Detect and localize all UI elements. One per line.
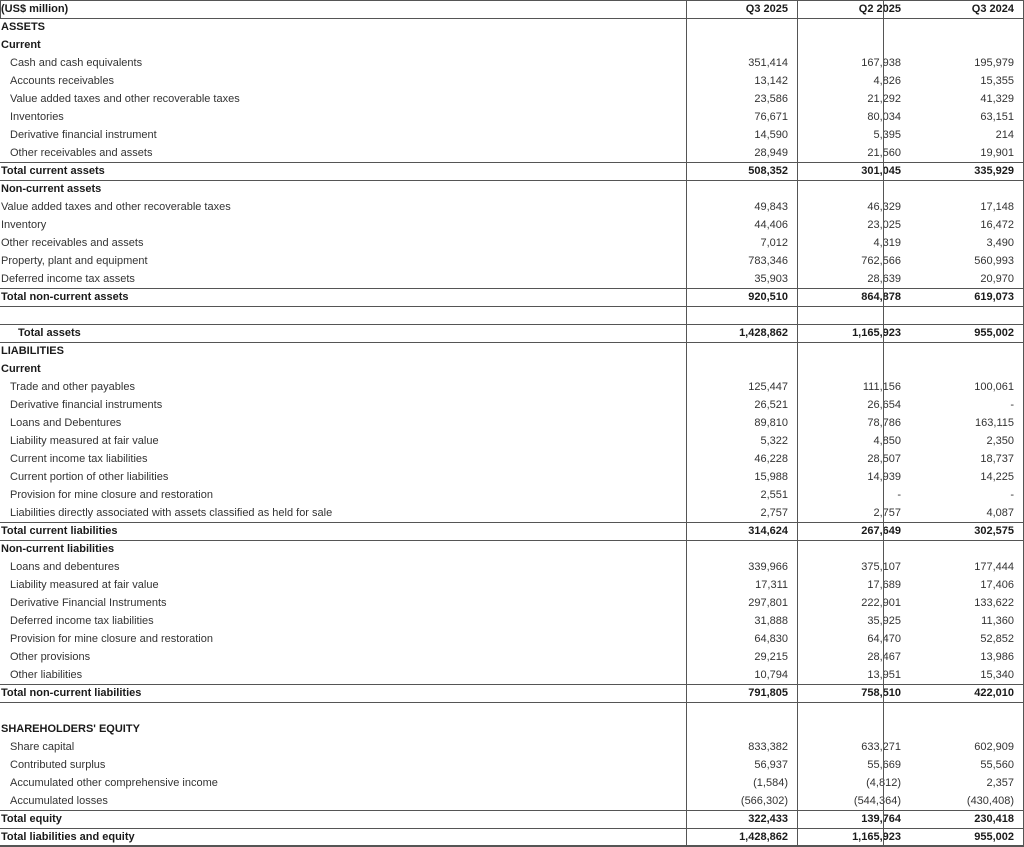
row-label: Accounts receivables [10, 75, 114, 87]
table-header-row [0, 0, 1024, 18]
table-row [0, 54, 1024, 72]
table-row [0, 108, 1024, 126]
value-q3-2025: 29,215 [754, 651, 788, 663]
column-divider [797, 0, 798, 845]
table-row [0, 576, 1024, 594]
row-label: Liabilities directly associated with assets classified as held for sale [10, 507, 333, 519]
value-q3-2024: 15,340 [980, 669, 1014, 681]
row-label: Total non-current liabilities [1, 687, 142, 699]
value-q3-2025: 1,428,862 [739, 327, 788, 339]
value-q3-2024: 14,225 [980, 471, 1014, 483]
value-q3-2025: (566,302) [740, 795, 788, 807]
value-q3-2024: 19,901 [980, 147, 1014, 159]
row-label: Accumulated losses [10, 795, 108, 807]
value-q3-2025: 791,805 [748, 687, 788, 699]
value-q3-2024: 195,979 [974, 57, 1014, 69]
total-row [0, 810, 1024, 828]
table-row [0, 396, 1024, 414]
total-row [0, 288, 1024, 306]
value-q2-2025: 80,034 [867, 111, 901, 123]
value-q3-2025: 2,551 [760, 489, 788, 501]
row-label: Total current liabilities [1, 525, 118, 537]
value-q2-2025: 1,165,923 [852, 327, 901, 339]
left-border [0, 0, 1, 18]
table-row [0, 666, 1024, 684]
value-q2-2025: 14,939 [867, 471, 901, 483]
value-q3-2024: 602,909 [974, 741, 1014, 753]
row-label: Share capital [10, 741, 75, 753]
value-q3-2025: 15,988 [754, 471, 788, 483]
value-q3-2024: 20,970 [980, 273, 1014, 285]
value-q3-2024: (430,408) [966, 795, 1014, 807]
value-q3-2024: 230,418 [974, 813, 1014, 825]
value-q2-2025: 21,292 [867, 93, 901, 105]
row-label: Current income tax liabilities [10, 453, 148, 465]
value-q2-2025: 21,560 [867, 147, 901, 159]
value-q3-2024: 177,444 [974, 561, 1014, 573]
row-label: Derivative Financial Instruments [10, 597, 167, 609]
table-row [0, 558, 1024, 576]
spacer-row [0, 306, 1024, 324]
value-q3-2024: 955,002 [974, 327, 1014, 339]
column-header-q3-2024: Q3 2024 [971, 3, 1014, 15]
value-q3-2025: 23,586 [754, 93, 788, 105]
row-label: Total equity [1, 813, 62, 825]
row-label: Provision for mine closure and restoration [10, 633, 213, 645]
row-label: Value added taxes and other recoverable taxes [10, 93, 240, 105]
value-q3-2025: 322,433 [748, 813, 788, 825]
table-row [0, 234, 1024, 252]
value-q3-2025: 13,142 [754, 75, 788, 87]
horizontal-rule [0, 18, 1024, 19]
value-q3-2024: - [1010, 399, 1014, 411]
value-q3-2024: 63,151 [980, 111, 1014, 123]
value-q3-2025: 56,937 [754, 759, 788, 771]
value-q3-2024: 16,472 [980, 219, 1014, 231]
row-label: Loans and Debentures [10, 417, 122, 429]
value-q3-2024: 214 [995, 129, 1014, 141]
total-row [0, 522, 1024, 540]
row-label: Derivative financial instruments [10, 399, 163, 411]
table-row [0, 90, 1024, 108]
row-label: Total assets [18, 327, 81, 339]
horizontal-rule [0, 306, 1024, 307]
value-q3-2025: 76,671 [754, 111, 788, 123]
horizontal-rule [0, 810, 1024, 811]
value-q3-2024: 3,490 [986, 237, 1014, 249]
value-q2-2025: 222,901 [861, 597, 901, 609]
value-q3-2025: 28,949 [754, 147, 788, 159]
table-row [0, 198, 1024, 216]
value-q3-2024: 18,737 [980, 453, 1014, 465]
value-q2-2025: 301,045 [861, 165, 901, 177]
value-q3-2025: 2,757 [760, 507, 788, 519]
value-q2-2025: 17,689 [867, 579, 901, 591]
row-label: Inventories [10, 111, 64, 123]
value-q2-2025: 111,156 [862, 381, 901, 393]
value-q2-2025: 28,507 [867, 453, 901, 465]
section-heading [0, 720, 1024, 738]
horizontal-rule [0, 540, 1024, 541]
value-q2-2025: 762,566 [861, 255, 901, 267]
row-label: Other liabilities [10, 669, 83, 681]
value-q3-2025: 125,447 [748, 381, 788, 393]
value-q3-2025: 49,843 [754, 201, 788, 213]
value-q3-2024: 335,929 [974, 165, 1014, 177]
horizontal-rule [0, 288, 1024, 289]
value-q2-2025: (4,812) [866, 777, 901, 789]
unit-label: (US$ million) [1, 3, 69, 15]
value-q2-2025: 267,649 [861, 525, 901, 537]
value-q3-2025: 89,810 [754, 417, 788, 429]
value-q3-2024: 41,329 [980, 93, 1014, 105]
value-q2-2025: 5,395 [873, 129, 901, 141]
section-heading [0, 342, 1024, 360]
row-label: Other provisions [10, 651, 91, 663]
value-q3-2024: 100,061 [974, 381, 1014, 393]
table-row [0, 468, 1024, 486]
spacer-row [0, 702, 1024, 720]
row-label: Current portion of other liabilities [10, 471, 169, 483]
row-label: Non-current assets [1, 183, 102, 195]
table-row [0, 504, 1024, 522]
value-q3-2024: 52,852 [980, 633, 1014, 645]
value-q3-2025: 783,346 [748, 255, 788, 267]
value-q3-2024: 619,073 [974, 291, 1014, 303]
value-q2-2025: 375,107 [861, 561, 901, 573]
table-row [0, 630, 1024, 648]
value-q2-2025: 23,025 [867, 219, 901, 231]
total-row [0, 162, 1024, 180]
value-q2-2025: 758,510 [861, 687, 901, 699]
horizontal-rule [0, 324, 1024, 325]
value-q3-2024: 2,357 [986, 777, 1014, 789]
total-row [0, 324, 1024, 342]
value-q3-2024: 163,115 [975, 417, 1014, 429]
value-q3-2025: 31,888 [754, 615, 788, 627]
value-q3-2025: 46,228 [754, 453, 788, 465]
value-q2-2025: 55,669 [867, 759, 901, 771]
row-label: Total current assets [1, 165, 105, 177]
value-q2-2025: (544,364) [853, 795, 901, 807]
column-header-q2-2025: Q2 2025 [858, 3, 901, 15]
value-q3-2025: 7,012 [760, 237, 788, 249]
value-q3-2025: 314,624 [748, 525, 788, 537]
subsection-heading [0, 36, 1024, 54]
value-q3-2024: - [1010, 489, 1014, 501]
value-q3-2025: 339,966 [748, 561, 788, 573]
value-q3-2024: 4,087 [986, 507, 1014, 519]
row-label: Non-current liabilities [1, 543, 115, 555]
value-q2-2025: 26,654 [867, 399, 901, 411]
horizontal-rule [0, 342, 1024, 343]
row-label: Property, plant and equipment [1, 255, 148, 267]
value-q3-2024: 13,986 [980, 651, 1014, 663]
value-q3-2024: 560,993 [974, 255, 1014, 267]
row-label: Other receivables and assets [10, 147, 153, 159]
column-header-q3-2025: Q3 2025 [745, 3, 788, 15]
horizontal-rule [0, 828, 1024, 829]
row-label: Cash and cash equivalents [10, 57, 143, 69]
total-row [0, 828, 1024, 846]
value-q2-2025: 13,951 [867, 669, 901, 681]
row-label: ASSETS [1, 21, 46, 33]
row-label: Current [1, 39, 41, 51]
value-q2-2025: 4,319 [873, 237, 901, 249]
column-divider [883, 0, 884, 845]
value-q3-2024: 302,575 [974, 525, 1014, 537]
table-row [0, 450, 1024, 468]
value-q2-2025: 1,165,923 [852, 831, 901, 843]
row-label: Liability measured at fair value [10, 579, 159, 591]
value-q3-2025: 833,382 [748, 741, 788, 753]
value-q2-2025: 78,786 [867, 417, 901, 429]
table-row [0, 486, 1024, 504]
horizontal-rule [0, 0, 1024, 1]
value-q3-2025: 35,903 [754, 273, 788, 285]
value-q3-2025: 44,406 [754, 219, 788, 231]
row-label: Value added taxes and other recoverable taxes [1, 201, 231, 213]
table-row [0, 738, 1024, 756]
horizontal-rule [0, 702, 1024, 703]
value-q2-2025: 4,850 [873, 435, 901, 447]
value-q3-2025: 64,830 [754, 633, 788, 645]
value-q2-2025: 2,757 [873, 507, 901, 519]
row-label: Inventory [1, 219, 47, 231]
value-q3-2024: 133,622 [974, 597, 1014, 609]
value-q3-2024: 11,360 [981, 615, 1014, 627]
row-label: Trade and other payables [10, 381, 135, 393]
table-row [0, 594, 1024, 612]
value-q2-2025: 4,826 [873, 75, 901, 87]
value-q3-2025: 297,801 [748, 597, 788, 609]
row-label: Deferred income tax assets [1, 273, 135, 285]
value-q2-2025: 28,467 [867, 651, 901, 663]
table-row [0, 216, 1024, 234]
value-q2-2025: 633,271 [861, 741, 901, 753]
row-label: Loans and debentures [10, 561, 120, 573]
value-q3-2025: 1,428,862 [739, 831, 788, 843]
value-q3-2024: 15,355 [980, 75, 1014, 87]
table-row [0, 144, 1024, 162]
section-heading [0, 18, 1024, 36]
value-q2-2025: 64,470 [867, 633, 901, 645]
value-q3-2025: 508,352 [748, 165, 788, 177]
column-divider [686, 0, 687, 845]
value-q3-2025: 17,311 [755, 579, 788, 591]
row-label: Contributed surplus [10, 759, 106, 771]
value-q3-2025: 920,510 [748, 291, 788, 303]
row-label: Derivative financial instrument [10, 129, 157, 141]
horizontal-rule [0, 522, 1024, 523]
table-row [0, 774, 1024, 792]
value-q3-2025: 5,322 [760, 435, 788, 447]
row-label: Total liabilities and equity [1, 831, 135, 843]
row-label: Other receivables and assets [1, 237, 144, 249]
horizontal-rule [0, 180, 1024, 181]
value-q3-2025: 14,590 [754, 129, 788, 141]
subsection-heading [0, 540, 1024, 558]
value-q3-2025: (1,584) [753, 777, 788, 789]
table-row [0, 414, 1024, 432]
value-q3-2024: 955,002 [974, 831, 1014, 843]
subsection-heading [0, 180, 1024, 198]
value-q2-2025: 167,938 [861, 57, 901, 69]
value-q3-2025: 10,794 [754, 669, 788, 681]
row-label: Current [1, 363, 41, 375]
value-q3-2024: 2,350 [986, 435, 1014, 447]
table-row [0, 648, 1024, 666]
row-label: Liability measured at fair value [10, 435, 159, 447]
table-row [0, 378, 1024, 396]
table-row [0, 270, 1024, 288]
horizontal-rule [0, 162, 1024, 163]
value-q3-2025: 26,521 [754, 399, 788, 411]
row-label: Total non-current assets [1, 291, 129, 303]
value-q3-2024: 55,560 [980, 759, 1014, 771]
table-row [0, 252, 1024, 270]
value-q2-2025: 35,925 [867, 615, 901, 627]
table-row [0, 72, 1024, 90]
value-q2-2025: 864,878 [861, 291, 901, 303]
value-q3-2025: 351,414 [748, 57, 788, 69]
row-label: LIABILITIES [1, 345, 64, 357]
row-label: Accumulated other comprehensive income [10, 777, 218, 789]
table-row [0, 756, 1024, 774]
row-label: Provision for mine closure and restoration [10, 489, 213, 501]
value-q3-2024: 422,010 [974, 687, 1014, 699]
total-row [0, 684, 1024, 702]
row-label: SHAREHOLDERS' EQUITY [1, 723, 140, 735]
horizontal-rule [0, 845, 1024, 846]
row-label: Deferred income tax liabilities [10, 615, 154, 627]
value-q3-2024: 17,148 [980, 201, 1014, 213]
table-row [0, 792, 1024, 810]
horizontal-rule [0, 684, 1024, 685]
value-q2-2025: - [897, 489, 901, 501]
value-q2-2025: 139,764 [861, 813, 901, 825]
table-row [0, 126, 1024, 144]
subsection-heading [0, 360, 1024, 378]
value-q3-2024: 17,406 [980, 579, 1014, 591]
table-row [0, 432, 1024, 450]
value-q2-2025: 28,639 [867, 273, 901, 285]
table-row [0, 612, 1024, 630]
value-q2-2025: 46,329 [867, 201, 901, 213]
